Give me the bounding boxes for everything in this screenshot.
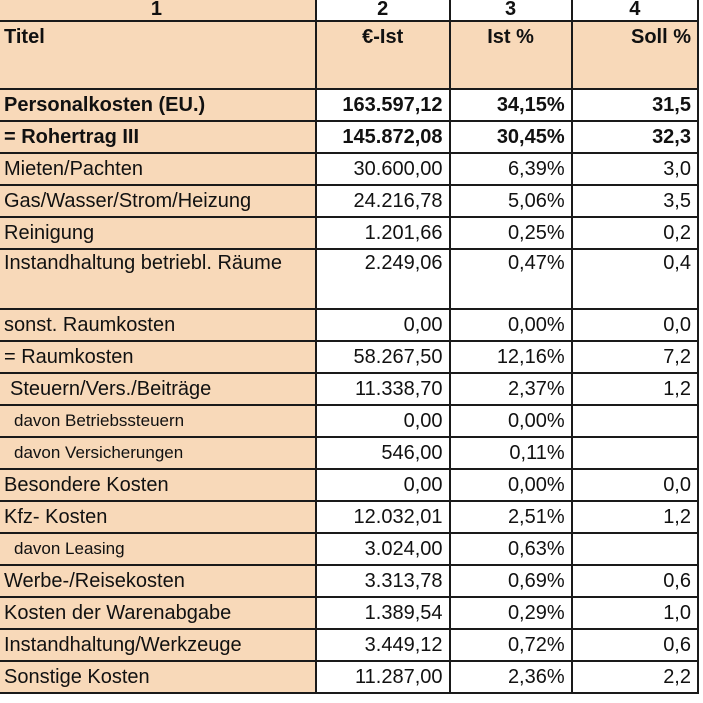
row-label: Mieten/Pachten <box>0 153 316 185</box>
row-eur-ist: 3.024,00 <box>316 533 450 565</box>
row-eur-ist: 0,00 <box>316 309 450 341</box>
row-soll-pct <box>572 533 698 565</box>
row-ist-pct: 6,39% <box>450 153 572 185</box>
row-label: = Rohertrag III <box>0 121 316 153</box>
row-eur-ist: 58.267,50 <box>316 341 450 373</box>
row-label: Besondere Kosten <box>0 469 316 501</box>
row-soll-pct <box>572 405 698 437</box>
row-label: Steuern/Vers./Beiträge <box>0 373 316 405</box>
header-eur-ist: €-Ist <box>316 21 450 89</box>
row-eur-ist: 1.389,54 <box>316 597 450 629</box>
row-ist-pct: 2,37% <box>450 373 572 405</box>
table-row <box>0 89 698 121</box>
table-row <box>0 629 698 661</box>
row-ist-pct: 12,16% <box>450 341 572 373</box>
row-ist-pct: 30,45% <box>450 121 572 153</box>
row-label: Werbe-/Reisekosten <box>0 565 316 597</box>
column-number-row <box>0 0 698 21</box>
row-eur-ist: 163.597,12 <box>316 89 450 121</box>
row-label: davon Versicherungen <box>0 437 316 469</box>
table-row <box>0 501 698 533</box>
row-eur-ist: 11.338,70 <box>316 373 450 405</box>
row-label: davon Betriebssteuern <box>0 405 316 437</box>
row-soll-pct: 0,2 <box>572 217 698 249</box>
row-soll-pct <box>572 437 698 469</box>
row-eur-ist: 11.287,00 <box>316 661 450 693</box>
table-row <box>0 309 698 341</box>
row-ist-pct: 0,00% <box>450 405 572 437</box>
row-soll-pct: 0,6 <box>572 565 698 597</box>
row-soll-pct: 3,5 <box>572 185 698 217</box>
table-row <box>0 405 698 437</box>
row-ist-pct: 34,15% <box>450 89 572 121</box>
row-ist-pct: 0,00% <box>450 309 572 341</box>
row-eur-ist: 145.872,08 <box>316 121 450 153</box>
column-number-3: 3 <box>450 0 572 21</box>
row-soll-pct: 31,5 <box>572 89 698 121</box>
row-label: sonst. Raumkosten <box>0 309 316 341</box>
row-soll-pct: 0,0 <box>572 469 698 501</box>
row-label: Instandhaltung/Werkzeuge <box>0 629 316 661</box>
table-row <box>0 217 698 249</box>
row-label: Instandhaltung betriebl. Räume <box>0 249 316 309</box>
row-soll-pct: 7,2 <box>572 341 698 373</box>
row-ist-pct: 0,63% <box>450 533 572 565</box>
header-soll-pct: Soll % <box>572 21 698 89</box>
row-soll-pct: 2,2 <box>572 661 698 693</box>
table-row <box>0 661 698 693</box>
row-eur-ist: 30.600,00 <box>316 153 450 185</box>
row-eur-ist: 24.216,78 <box>316 185 450 217</box>
row-eur-ist: 12.032,01 <box>316 501 450 533</box>
row-ist-pct: 2,51% <box>450 501 572 533</box>
row-soll-pct: 32,3 <box>572 121 698 153</box>
row-eur-ist: 1.201,66 <box>316 217 450 249</box>
row-label: = Raumkosten <box>0 341 316 373</box>
row-label: Personalkosten (EU.) <box>0 89 316 121</box>
row-ist-pct: 0,47% <box>450 249 572 309</box>
row-label: davon Leasing <box>0 533 316 565</box>
header-titel: Titel <box>0 21 316 89</box>
row-label: Gas/Wasser/Strom/Heizung <box>0 185 316 217</box>
row-soll-pct: 0,6 <box>572 629 698 661</box>
table-row <box>0 373 698 405</box>
row-ist-pct: 0,00% <box>450 469 572 501</box>
row-eur-ist: 3.449,12 <box>316 629 450 661</box>
row-soll-pct: 1,2 <box>572 373 698 405</box>
column-number-1: 1 <box>0 0 316 21</box>
row-label: Sonstige Kosten <box>0 661 316 693</box>
row-ist-pct: 5,06% <box>450 185 572 217</box>
table-row <box>0 153 698 185</box>
row-eur-ist: 3.313,78 <box>316 565 450 597</box>
table-row <box>0 533 698 565</box>
row-soll-pct: 0,0 <box>572 309 698 341</box>
row-soll-pct: 1,0 <box>572 597 698 629</box>
table-row <box>0 597 698 629</box>
row-soll-pct: 1,2 <box>572 501 698 533</box>
header-row <box>0 21 698 89</box>
row-ist-pct: 2,36% <box>450 661 572 693</box>
row-eur-ist: 546,00 <box>316 437 450 469</box>
row-ist-pct: 0,69% <box>450 565 572 597</box>
row-eur-ist: 0,00 <box>316 469 450 501</box>
table-row <box>0 341 698 373</box>
table-row <box>0 469 698 501</box>
row-label: Kfz- Kosten <box>0 501 316 533</box>
row-label: Kosten der Warenabgabe <box>0 597 316 629</box>
table-row <box>0 249 698 309</box>
row-label: Reinigung <box>0 217 316 249</box>
table-row <box>0 121 698 153</box>
table-row <box>0 185 698 217</box>
column-number-4: 4 <box>572 0 698 21</box>
table-row <box>0 565 698 597</box>
row-ist-pct: 0,11% <box>450 437 572 469</box>
header-ist-pct: Ist % <box>450 21 572 89</box>
row-ist-pct: 0,25% <box>450 217 572 249</box>
row-soll-pct: 3,0 <box>572 153 698 185</box>
row-soll-pct: 0,4 <box>572 249 698 309</box>
row-ist-pct: 0,29% <box>450 597 572 629</box>
column-number-2: 2 <box>316 0 450 21</box>
table-row <box>0 437 698 469</box>
row-ist-pct: 0,72% <box>450 629 572 661</box>
row-eur-ist: 0,00 <box>316 405 450 437</box>
row-eur-ist: 2.249,06 <box>316 249 450 309</box>
